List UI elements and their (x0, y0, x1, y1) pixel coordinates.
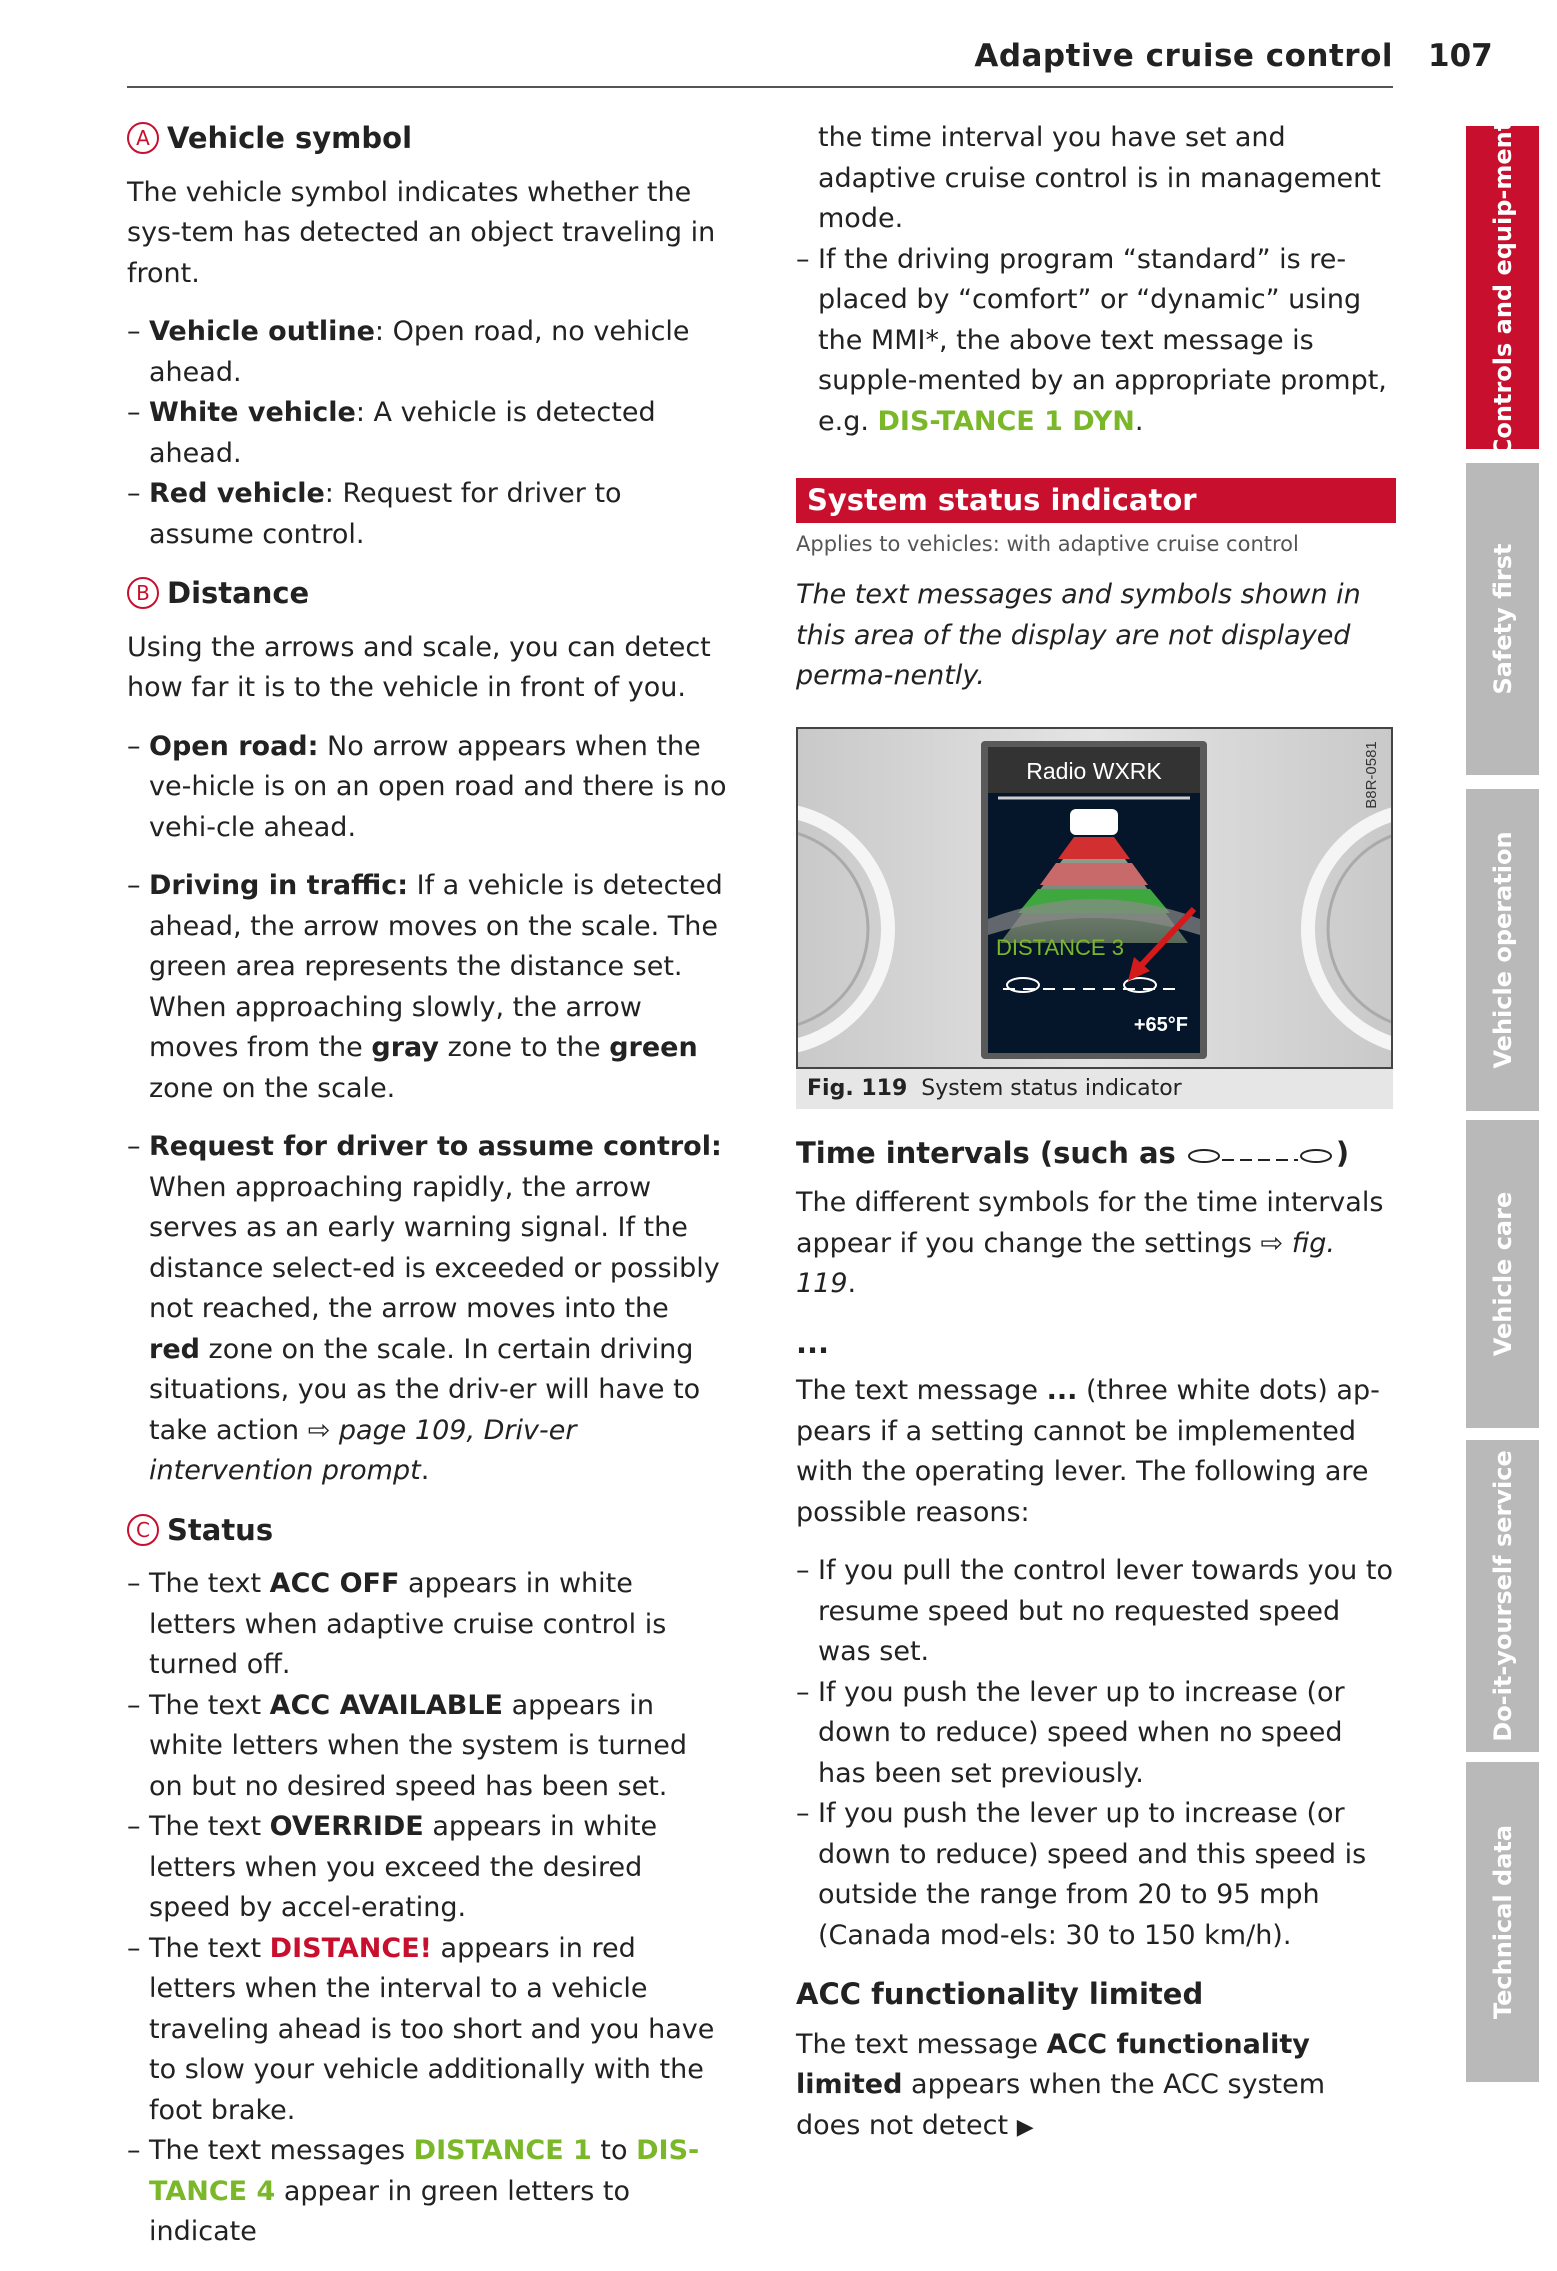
tab-technical-data[interactable]: Technical data (1466, 1762, 1539, 2082)
list-item: – If you pull the control lever towards you to resume speed but no requested speed was set. (796, 1551, 1396, 1673)
section-distance-heading (127, 573, 727, 614)
callout-c-badge: C (127, 1514, 159, 1546)
list-item: – The text DISTANCE! appears in red letters when the interval to a vehicle traveling ahead is too short and you have to slow your vehicle additionally with the foot brake. (127, 1929, 727, 2132)
time-intervals-heading: Time intervals (such as ) (796, 1135, 1350, 1170)
distance-zone-mid (1040, 863, 1148, 885)
vehicle-symbol-list (127, 312, 727, 555)
reasons-list (796, 1551, 1396, 1956)
figure-reference-link[interactable]: ⇨ fig. 119 (796, 1227, 1335, 1299)
paragraph: The different symbols for the time intervals appear if you change the settings ⇨ fig. 119. (796, 1187, 1384, 1299)
callout-b-badge: B (127, 577, 159, 609)
figure-caption: Fig. 119 System status indicator (796, 1069, 1393, 1109)
vehicle-symbol (1070, 809, 1118, 835)
acc-limited-heading: ACC functionality limited (796, 1977, 1204, 2011)
page-reference-link[interactable]: ⇨ page 109, Driv-er intervention prompt (149, 1414, 577, 1486)
tab-controls-and-equipment[interactable]: Controls and equip-ment (1466, 126, 1539, 449)
dots-heading: ... (796, 1325, 830, 1360)
figure-system-status (796, 727, 1393, 1069)
heading-text: Distance (167, 576, 310, 610)
tab-vehicle-care[interactable]: Vehicle care (1466, 1120, 1539, 1428)
intro-paragraph: The text messages and symbols shown in this area of the display are not displayed perma-nently. (796, 579, 1361, 691)
list-item: – Request for driver to assume control: When approaching rapidly, the arrow serves as an early warning signal. If the distance select-ed is exceeded or possibly not reached, the arrow moves into the red zone on the scale. In certain driving situations, you as the driv-er will have to take action ⇨ page 109, Driv-er intervention prompt. (127, 1127, 727, 1492)
paragraph: The vehicle symbol indicates whether the sys-tem has detected an object traveling in front. (127, 176, 716, 289)
list-item: – If the driving program “standard” is re-placed by “comfort” or “dynamic” using the MMI*, the above text message is supple-mented by an appropriate prompt, e.g. DIS-TANCE 1 DYN. (796, 240, 1396, 443)
left-column (127, 118, 727, 2271)
list-item: – White vehicle: A vehicle is detected ahead. (127, 393, 727, 474)
paragraph-continuation: the time interval you have set and adaptive cruise control is in management mode. (818, 122, 1381, 234)
list-item: – The text messages DISTANCE 1 to DIS-TANCE 4 appear in green letters to indicate (127, 2131, 727, 2253)
chapter-tabs (1466, 0, 1557, 2208)
list-item: – The text ACC AVAILABLE appears in white letters when the system is turned on but no desired speed has been set. (127, 1686, 727, 1808)
list-item: – Red vehicle: Request for driver to assume control. (127, 474, 727, 555)
section-banner: System status indicator (796, 478, 1396, 523)
list-item: – If you push the lever up to increase (or down to reduce) speed when no speed has been set previously. (796, 1673, 1396, 1795)
callout-a-badge: A (127, 122, 159, 154)
paragraph: Using the arrows and scale, you can detect how far it is to the vehicle in front of you. (127, 631, 711, 703)
section-status-heading (127, 1510, 727, 1551)
status-list (127, 1564, 727, 2253)
list-item: – The text ACC OFF appears in white letters when adaptive cruise control is turned off. (127, 1564, 727, 1686)
list-item: – The text OVERRIDE appears in white letters when you exceed the desired speed by accel-erating. (127, 1807, 727, 1929)
distance-list (127, 727, 727, 1492)
tab-vehicle-operation[interactable]: Vehicle operation (1466, 789, 1539, 1111)
page-number: 107 (1428, 38, 1493, 74)
tab-safety-first[interactable]: Safety first (1466, 463, 1539, 775)
page-title: Adaptive cruise control (974, 38, 1393, 74)
instrument-cluster-illustration (798, 729, 1391, 1067)
display-distance-label: DISTANCE 3 (996, 934, 1124, 960)
list-item: – If you push the lever up to increase (or down to reduce) speed and this speed is outside the range from 20 to 95 mph (Canada mod-els: 30 to 150 km/h). (796, 1794, 1396, 1956)
heading-text: Status (167, 1512, 274, 1547)
section-vehicle-symbol-heading (127, 118, 727, 159)
list-item: – Vehicle outline: Open road, no vehicle ahead. (127, 312, 727, 393)
right-column (796, 118, 1396, 2166)
program-list (796, 240, 1396, 443)
tab-do-it-yourself-service[interactable]: Do-it-yourself service (1466, 1440, 1539, 1752)
applies-note: Applies to vehicles: with adaptive cruise control (796, 532, 1299, 556)
figure-code: B8R-0581 (1363, 740, 1380, 809)
heading-text: Vehicle symbol (167, 121, 413, 155)
list-item: – Driving in traffic: If a vehicle is detected ahead, the arrow moves on the scale. The green area represents the distance set. When approaching slowly, the arrow moves from the gray zone to the green zone on the scale. (127, 866, 727, 1109)
radio-station-text: Radio WXRK (1026, 757, 1162, 784)
continue-arrow-icon: ▶ (1016, 2114, 1034, 2140)
paragraph: The text message ACC functionality limited appears when the ACC system does not detect ▶ (796, 2028, 1326, 2141)
paragraph: The text message ... (three white dots) ap-pears if a setting cannot be implemented with the operating lever. The following are possible reasons: (796, 1375, 1380, 1528)
list-item: – Open road: No arrow appears when the ve-hicle is on an open road and there is no vehi-cle ahead. (127, 727, 727, 849)
page-header (127, 36, 1393, 88)
time-interval-symbol (1186, 1144, 1336, 1166)
temperature-readout: +65°F (1133, 1013, 1188, 1036)
